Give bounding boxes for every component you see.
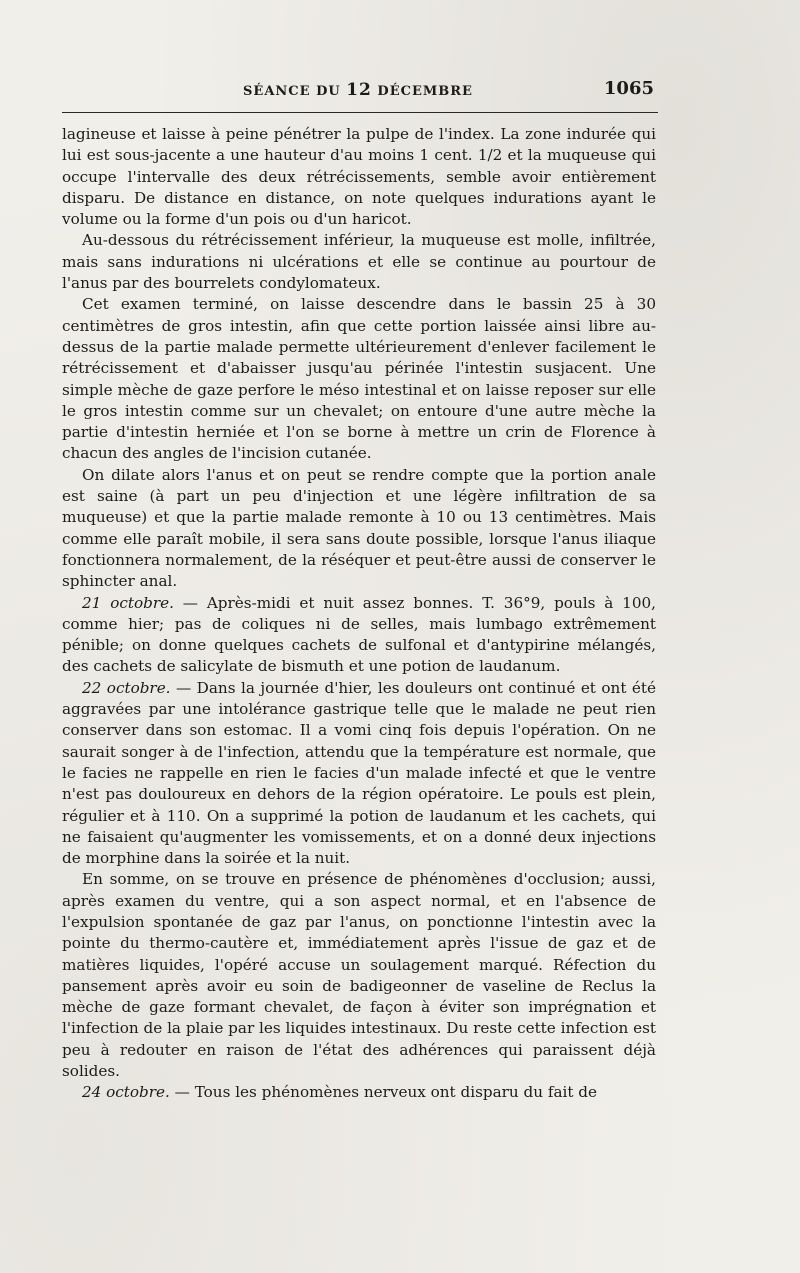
entry-date: 22 octobre. [82, 678, 171, 697]
running-title-day: 12 [346, 80, 372, 100]
body-text [62, 124, 656, 1104]
dated-entry [62, 593, 656, 678]
paragraph-continued: lagineuse et laisse à peine pénétrer la pulpe de l'index. La zone indurée qui lui est sous-jacente a une hauteur d'au moins 1 cent. 1/2 et la muqueuse qui occupe l'intervalle des deux rétrécissements, semble avoir entièrement disparu. De distance en distance, on note quelques indurations ayant le volume ou la forme d'un pois ou d'un haricot. [62, 125, 656, 229]
running-head [62, 78, 654, 102]
dated-entry [62, 1082, 656, 1103]
paragraph: Au-dessous du rétrécissement inférieur, la muqueuse est molle, infiltrée, mais sans indurations ni ulcérations et elle se continue au pourtour de l'anus par des bourrelets condylomateux. [62, 231, 656, 293]
header-rule [62, 112, 658, 113]
entry-date: 24 octobre. [82, 1083, 170, 1102]
entry-text: — Dans la journée d'hier, les douleurs ont continué et ont été aggravées par une intolérance gastrique telle que le malade ne peut rien conserver dans son estomac. Il a vomi cinq fois depuis l'opération. On ne saurait songer à de l'infection, attendu que la température est normale, que le facies ne rappelle en rien le facies d'un malade infecté et que le ventre n'est pas douloureux en dehors de la région opératoire. Le pouls est plein, régulier et à 110. On a supprimé la potion de laudanum et les cachets, qui ne faisaient qu'augmenter les vomissements, et on a donné deux injections de morphine dans la soirée et la nuit. [62, 678, 656, 868]
paragraph: On dilate alors l'anus et on peut se rendre compte que la portion anale est saine (à part un peu d'injection et une légère infiltration de sa muqueuse) et que la partie malade remonte à 10 ou 13 centimètres. Mais comme elle paraît mobile, il sera sans doute possible, lorsque l'anus iliaque fonctionnera normalement, de la réséquer et peut-être aussi de conserver le sphincter anal. [62, 465, 656, 591]
paragraph: En somme, on se trouve en présence de phénomènes d'occlusion; aussi, après examen du ventre, qui a son aspect normal, et en l'absence de l'expulsion spontanée de gaz par l'anus, on ponctionne l'intestin avec la pointe du thermo-cautère et, immédiatement après l'issue de gaz et de matières liquides, l'opéré accuse un soulagement marqué. Réfection du pansement après avoir eu soin de badigeonner de vaseline de Reclus la mèche de gaze formant chevalet, de façon à éviter son imprégnation et l'infection de la plaie par les liquides intestinaux. Du reste cette infection est peu à redouter en raison de l'état des adhérences qui paraissent déjà solides. [62, 870, 656, 1081]
running-title [62, 80, 654, 100]
page-number: 1065 [603, 78, 654, 99]
entry-text: — Tous les phénomènes nerveux ont disparu du fait de [169, 1083, 598, 1102]
dated-entry [62, 678, 656, 870]
entry-date: 21 octobre. [82, 593, 174, 612]
running-title-prefix: SÉANCE DU [243, 84, 347, 99]
running-title-suffix: DÉCEMBRE [371, 84, 473, 99]
entry-text: — Après-midi et nuit assez bonnes. T. 36°9, pouls à 100, comme hier; pas de coliques ni de selles, mais lumbago extrêmement pénible; on donne quelques cachets de sulfonal et d'antypirine mélangés, des cachets de salicylate de bismuth et une potion de laudanum. [62, 593, 656, 676]
paragraph: Cet examen terminé, on laisse descendre dans le bassin 25 à 30 centimètres de gros intestin, afin que cette portion laissée ainsi libre au-dessus de la partie malade permette ultérieurement d'enlever facilement le rétrécissement et d'abaisser jusqu'au périnée l'intestin susjacent. Une simple mèche de gaze perfore le méso intestinal et on laisse reposer sur elle le gros intestin comme sur un chevalet; on entoure d'une autre mèche la partie d'intestin herniée et l'on se borne à mettre un crin de Florence à chacun des angles de l'incision cutanée. [62, 295, 656, 463]
